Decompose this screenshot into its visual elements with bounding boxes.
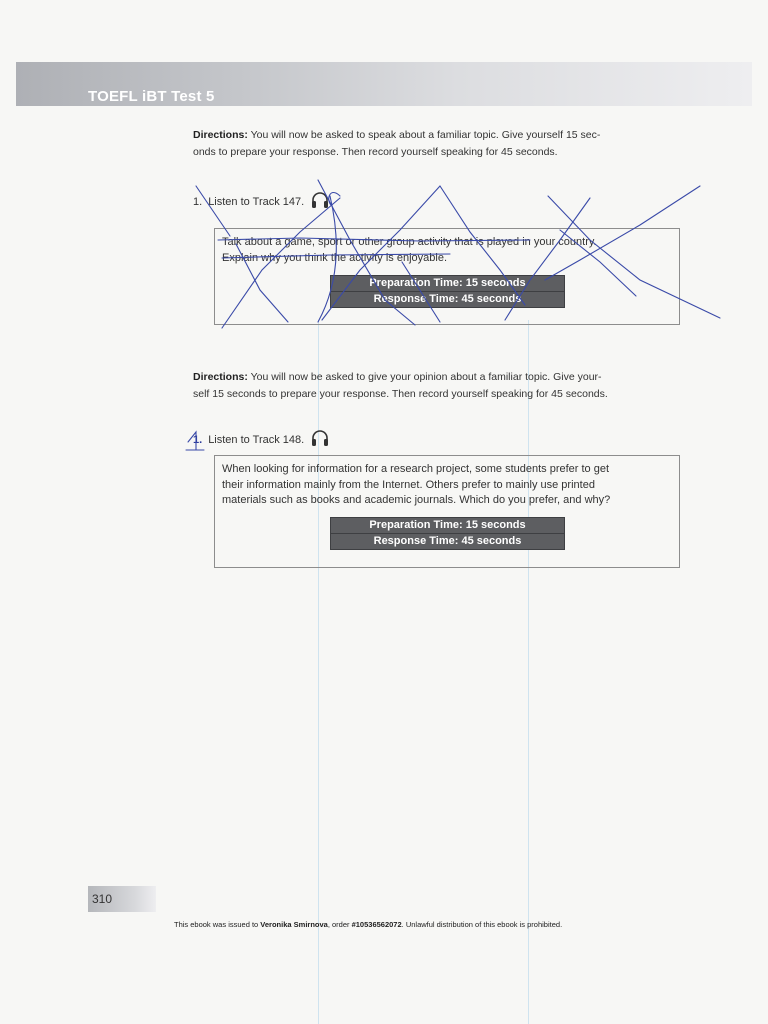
preparation-time-bar: Preparation Time: 15 seconds: [330, 517, 565, 534]
directions-1: [193, 127, 683, 161]
response-time-bar: Response Time: 45 seconds: [330, 533, 565, 550]
directions-label: Directions:: [193, 129, 248, 141]
footer-name: Veronika Smirnova: [260, 920, 328, 929]
response-time-bar: Response Time: 45 seconds: [330, 291, 565, 308]
prompt-line: their information mainly from the Internet. Others prefer to mainly use printed: [222, 478, 595, 491]
directions-2: [193, 369, 683, 403]
headphones-icon: [310, 190, 330, 213]
item-2-line: [193, 428, 330, 451]
directions-text: onds to prepare your response. Then record yourself speaking for 45 seconds.: [193, 146, 558, 158]
listen-text: Listen to Track 147.: [208, 195, 305, 208]
directions-text: You will now be asked to speak about a familiar topic. Give yourself 15 sec-: [250, 129, 601, 141]
item-1-line: [193, 190, 330, 213]
prompt-line: Explain why you think the activity is enjoyable.: [222, 251, 448, 264]
listen-text: Listen to Track 148.: [208, 433, 305, 446]
footer-middle: , order: [327, 920, 352, 929]
directions-text: You will now be asked to give your opinion about a familiar topic. Give your-: [250, 371, 602, 383]
prompt-line: When looking for information for a research project, some students prefer to get: [222, 463, 610, 475]
footer-prefix: This ebook was issued to: [174, 920, 261, 929]
directions-text: self 15 seconds to prepare your response. Then record yourself speaking for 45 seconds.: [193, 388, 608, 400]
scan-guide-line: [528, 320, 529, 1024]
page-header-title: TOEFL iBT Test 5: [88, 88, 215, 105]
task-prompt: [222, 235, 673, 266]
prompt-line: Talk about a game, sport or other group activity that is played in your country.: [222, 236, 597, 248]
prompt-line: materials such as books and academic journals. Which do you prefer, and why?: [222, 494, 611, 506]
footer-suffix: . Unlawful distribution of this ebook is prohibited.: [401, 920, 563, 929]
headphones-icon: [310, 428, 330, 451]
task-prompt: [222, 462, 673, 509]
page-number: 310: [92, 892, 113, 906]
item-number: 1.: [193, 433, 203, 446]
preparation-time-bar: Preparation Time: 15 seconds: [330, 275, 565, 292]
footer-notice: [174, 920, 694, 929]
item-number: 1.: [193, 195, 203, 208]
directions-label: Directions:: [193, 371, 248, 383]
scan-guide-line: [318, 320, 319, 1024]
task-box-2: [214, 455, 680, 568]
footer-order: #10536562072: [351, 920, 402, 929]
